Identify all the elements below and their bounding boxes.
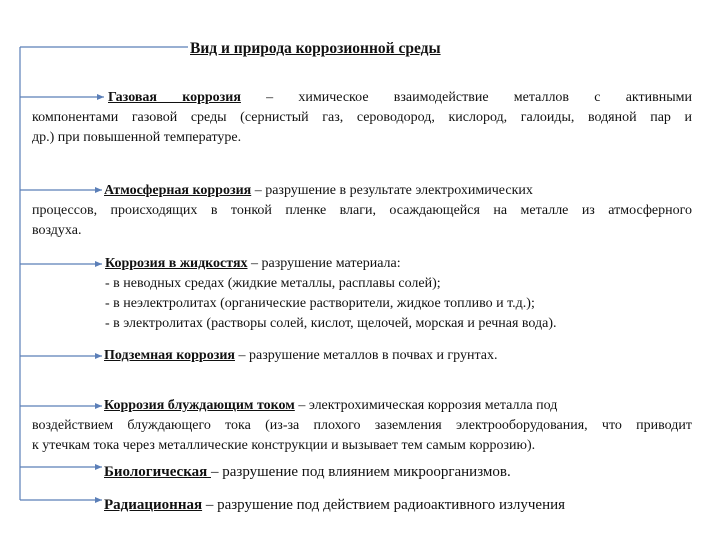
item-term: Коррозия блуждающим током: [104, 398, 295, 413]
item-term: Радиационная: [104, 497, 203, 513]
item-first-line: [32, 396, 692, 416]
item-term: Коррозия в жидкостях: [105, 256, 248, 271]
item-first-line: [32, 88, 692, 108]
item-line: к утечкам тока через металлические конструкции и вызывает тем самым коррозию).: [32, 438, 536, 453]
item-term: Газовая коррозия: [108, 90, 241, 105]
item-definition: – электрохимическая коррозия металла под: [294, 398, 558, 413]
page-title: Вид и природа коррозионной среды: [190, 40, 441, 57]
item-stray-current-corrosion: [32, 396, 692, 456]
item-first-line: [105, 254, 695, 274]
item-biological-corrosion: [104, 462, 694, 482]
item-atmospheric-corrosion: [32, 181, 692, 241]
item-liquid-corrosion: [105, 254, 695, 334]
item-definition: – разрушение металлов в почвах и грунтах.: [234, 348, 498, 363]
item-line: воздействием блуждающего тока (из-за плохого заземления электрооборудования, что приводит: [32, 418, 692, 433]
item-line: - в неводных средах (жидкие металлы, расплавы солей);: [105, 276, 441, 291]
item-definition: – химическое взаимодействие металлов с активными: [240, 90, 692, 105]
item-line: др.) при повышенной температуре.: [32, 130, 242, 145]
item-radiation-corrosion: [104, 495, 704, 515]
item-line: воздуха.: [32, 223, 82, 238]
item-definition: – разрушение материала:: [247, 256, 401, 271]
item-line: - в электролитах (растворы солей, кислот, щелочей, морская и речная вода).: [105, 316, 557, 331]
item-definition: – разрушение в результате электрохимических: [251, 183, 533, 198]
item-first-line: [104, 462, 694, 482]
item-first-line: [104, 346, 694, 366]
item-line: компонентами газовой среды (сернистый газ, сероводород, кислород, галоиды, водяной пар и: [32, 110, 692, 125]
item-gas-corrosion: [32, 88, 692, 148]
item-underground-corrosion: [104, 346, 694, 366]
item-definition: – разрушение под влиянием микроорганизмов.: [210, 464, 511, 480]
item-first-line: [32, 181, 692, 201]
item-definition: – разрушение под действием радиоактивного излучения: [202, 497, 566, 513]
item-term: Подземная коррозия: [104, 348, 235, 363]
item-line: процессов, происходящих в тонкой пленке влаги, осаждающейся на металле из атмосферного: [32, 203, 692, 218]
item-first-line: [104, 495, 704, 515]
item-term: Биологическая: [104, 464, 211, 480]
item-term: Атмосферная коррозия: [104, 183, 252, 198]
item-line: - в неэлектролитах (органические растворители, жидкое топливо и т.д.);: [105, 296, 535, 311]
